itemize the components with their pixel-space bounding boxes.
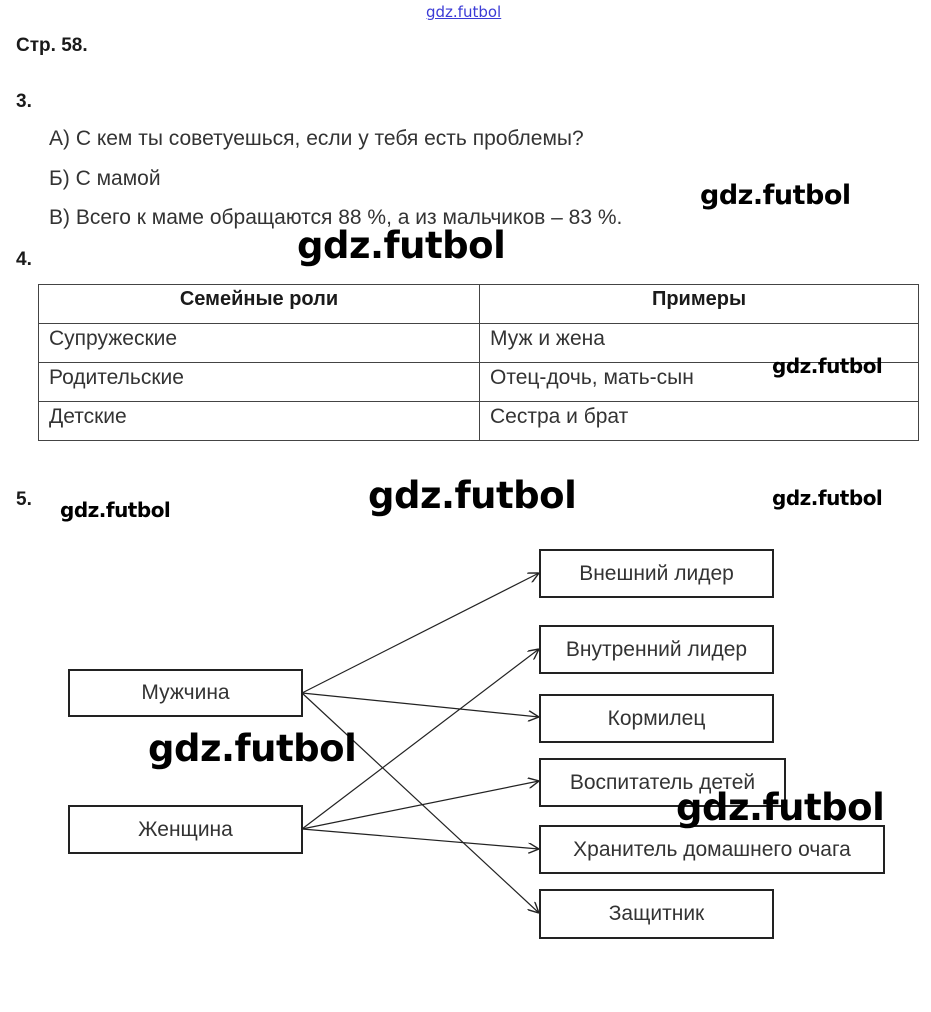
arrow-woman-to-hearth-keeper (302, 829, 539, 849)
watermark-text: gdz.futbol (297, 224, 506, 267)
watermark-top[interactable]: gdz.futbol (426, 3, 502, 21)
table-cell-example: Отец-дочь, мать-сын (480, 363, 919, 402)
task-3-line-b: Б) С мамой (49, 167, 161, 190)
page-label: Стр. 58. (16, 35, 88, 56)
box-protector (539, 889, 774, 939)
watermark-text: gdz.futbol (772, 486, 883, 510)
watermark-text: gdz.futbol (772, 354, 883, 378)
task-3-line-c: В) Всего к маме обращаются 88 %, а из мальчиков – 83 %. (49, 206, 623, 229)
box-woman-label: Женщина (138, 817, 233, 841)
table-cell-example: Сестра и брат (480, 402, 919, 441)
task-5-number: 5. (16, 489, 32, 510)
box-breadwinner (539, 694, 774, 743)
watermark-text: gdz.futbol (148, 727, 357, 770)
task-4-number: 4. (16, 249, 32, 270)
box-internal-leader-label: Внутренний лидер (565, 637, 748, 661)
column-header-examples: Примеры (480, 285, 919, 324)
box-man (68, 669, 303, 717)
box-external-leader-label: Внешний лидер (579, 561, 734, 585)
table-cell-example: Муж и жена (480, 324, 919, 363)
box-breadwinner-label: Кормилец (607, 706, 706, 730)
box-protector-label: Защитник (608, 902, 705, 925)
box-hearth-keeper (539, 825, 885, 874)
table-cell-role: Детские (39, 402, 480, 441)
arrow-woman-to-child-educator (302, 781, 539, 829)
box-woman (68, 805, 303, 854)
box-child-educator-label: Воспитатель детей (569, 770, 756, 794)
table-cell-role: Родительские (39, 363, 480, 402)
arrow-man-to-external-leader (302, 573, 539, 693)
task-3-number: 3. (16, 91, 32, 112)
box-external-leader (539, 549, 774, 598)
watermark-text: gdz.futbol (700, 180, 851, 211)
arrow-man-to-protector (302, 693, 539, 913)
arrow-man-to-breadwinner (302, 693, 539, 717)
task-3-line-a: А) С кем ты советуешься, если у тебя есть проблемы? (49, 127, 584, 150)
column-header-roles: Семейные роли (39, 285, 480, 324)
box-internal-leader (539, 625, 774, 674)
box-hearth-keeper-label: Хранитель домашнего очага (573, 837, 851, 861)
table-cell-role: Супружеские (39, 324, 480, 363)
watermark-text: gdz.futbol (368, 474, 577, 517)
watermark-text: gdz.futbol (676, 786, 885, 829)
watermark-text: gdz.futbol (60, 498, 171, 522)
box-man-label: Мужчина (141, 681, 230, 704)
